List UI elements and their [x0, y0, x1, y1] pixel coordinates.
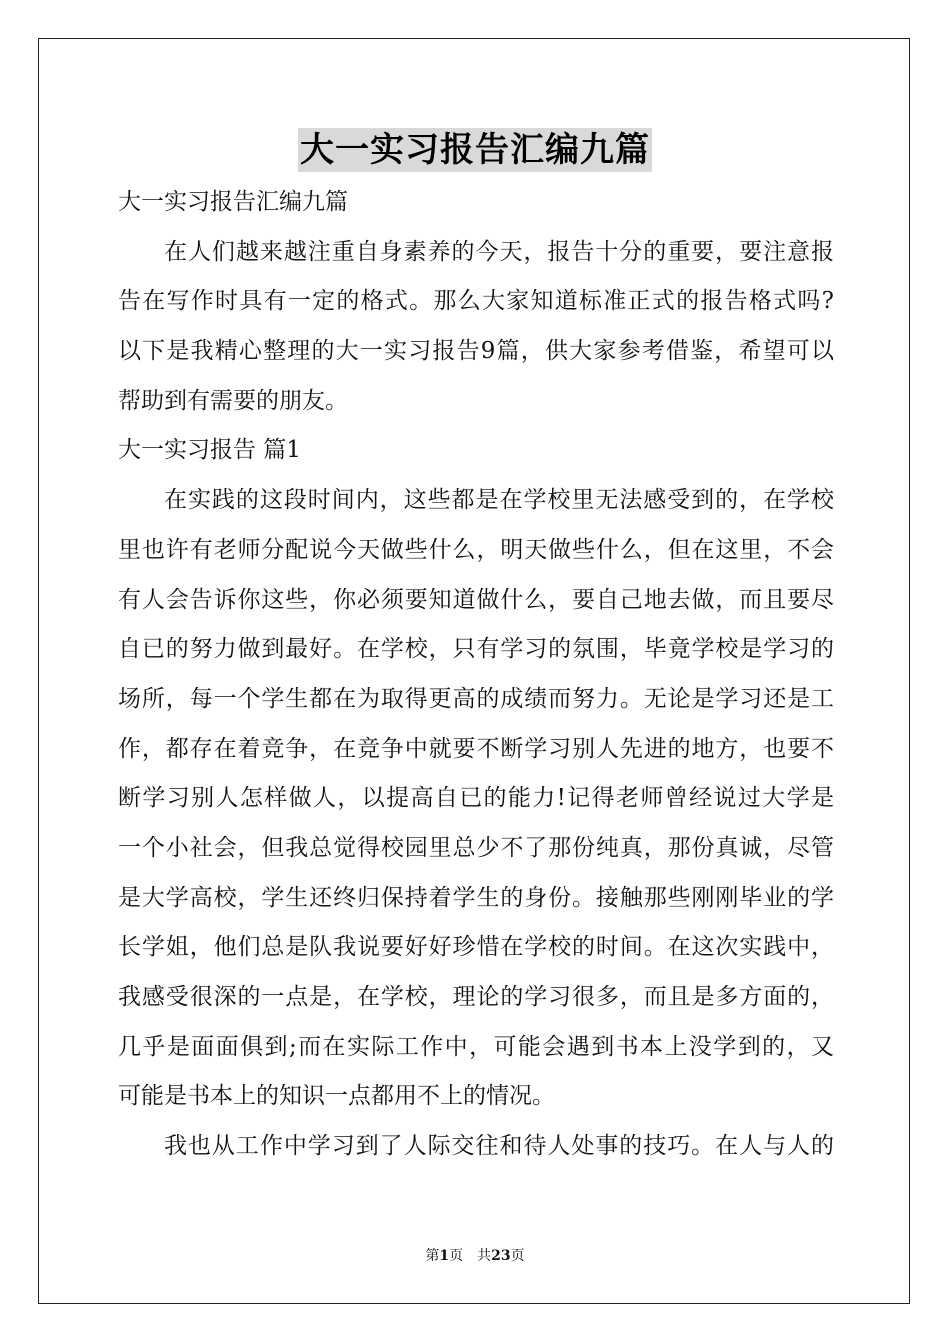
body-line: 断学习别人怎样做人，以提高自已的能力!记得老师曾经说过大学是	[118, 785, 834, 812]
body-line: 长学姐，他们总是队我说要好好珍惜在学校的时间。在这次实践中，	[118, 934, 834, 961]
page-current: 1	[439, 1248, 450, 1264]
intro-line: 以下是我精心整理的大一实习报告9篇，供大家参考借鉴，希望可以	[118, 338, 834, 365]
page-prefix: 第	[425, 1248, 440, 1264]
page-total: 23	[491, 1248, 511, 1264]
intro-line: 帮助到有需要的朋友。	[118, 387, 348, 414]
body-line: 场所，每一个学生都在为取得更高的成绩而努力。无论是学习还是工	[118, 685, 834, 712]
body-line: 自已的努力做到最好。在学校，只有学习的氛围，毕竟学校是学习的	[118, 636, 834, 663]
body-line: 作，都存在着竞争，在竞争中就要不断学习别人先进的地方，也要不	[118, 735, 834, 762]
body-line: 里也许有老师分配说今天做些什么，明天做些什么，但在这里，不会	[118, 536, 834, 563]
body-line: 是大学高校，学生还终归保持着学生的身份。接触那些刚刚毕业的学	[118, 884, 834, 911]
body-line-last: 我也从工作中学习到了人际交往和待人处事的技巧。在人与人的	[164, 1133, 834, 1160]
intro-line: 在人们越来越注重自身素养的今天，报告十分的重要，要注意报	[164, 238, 834, 265]
document-title-wrap	[0, 128, 950, 172]
body-line: 可能是书本上的知识一点都用不上的情况。	[118, 1083, 555, 1110]
body-line: 在实践的这段时间内，这些都是在学校里无法感受到的，在学校	[164, 487, 834, 514]
document-title: 大一实习报告汇编九篇	[300, 130, 650, 170]
body-line: 有人会告诉你这些，你必须要知道做什么，要自己地去做，而且要尽	[118, 586, 834, 613]
page-footer	[0, 1247, 950, 1265]
intro-line: 告在写作时具有一定的格式。那么大家知道标准正式的报告格式吗?	[118, 288, 834, 315]
total-prefix: 共	[477, 1248, 492, 1264]
document-body	[118, 178, 834, 1172]
body-line: 我感受很深的一点是，在学校，理论的学习很多，而且是多方面的，	[118, 984, 834, 1010]
total-suffix: 页	[510, 1248, 525, 1264]
body-line: 一个小社会，但我总觉得校园里总少不了那份纯真，那份真诚，尽管	[118, 834, 834, 861]
page-mid: 页	[449, 1248, 464, 1264]
body-line: 几乎是面面俱到;而在实际工作中，可能会遇到书本上没学到的，又	[118, 1033, 834, 1060]
section-heading: 大一实习报告 篇1	[118, 437, 301, 464]
document-subtitle: 大一实习报告汇编九篇	[118, 189, 348, 215]
